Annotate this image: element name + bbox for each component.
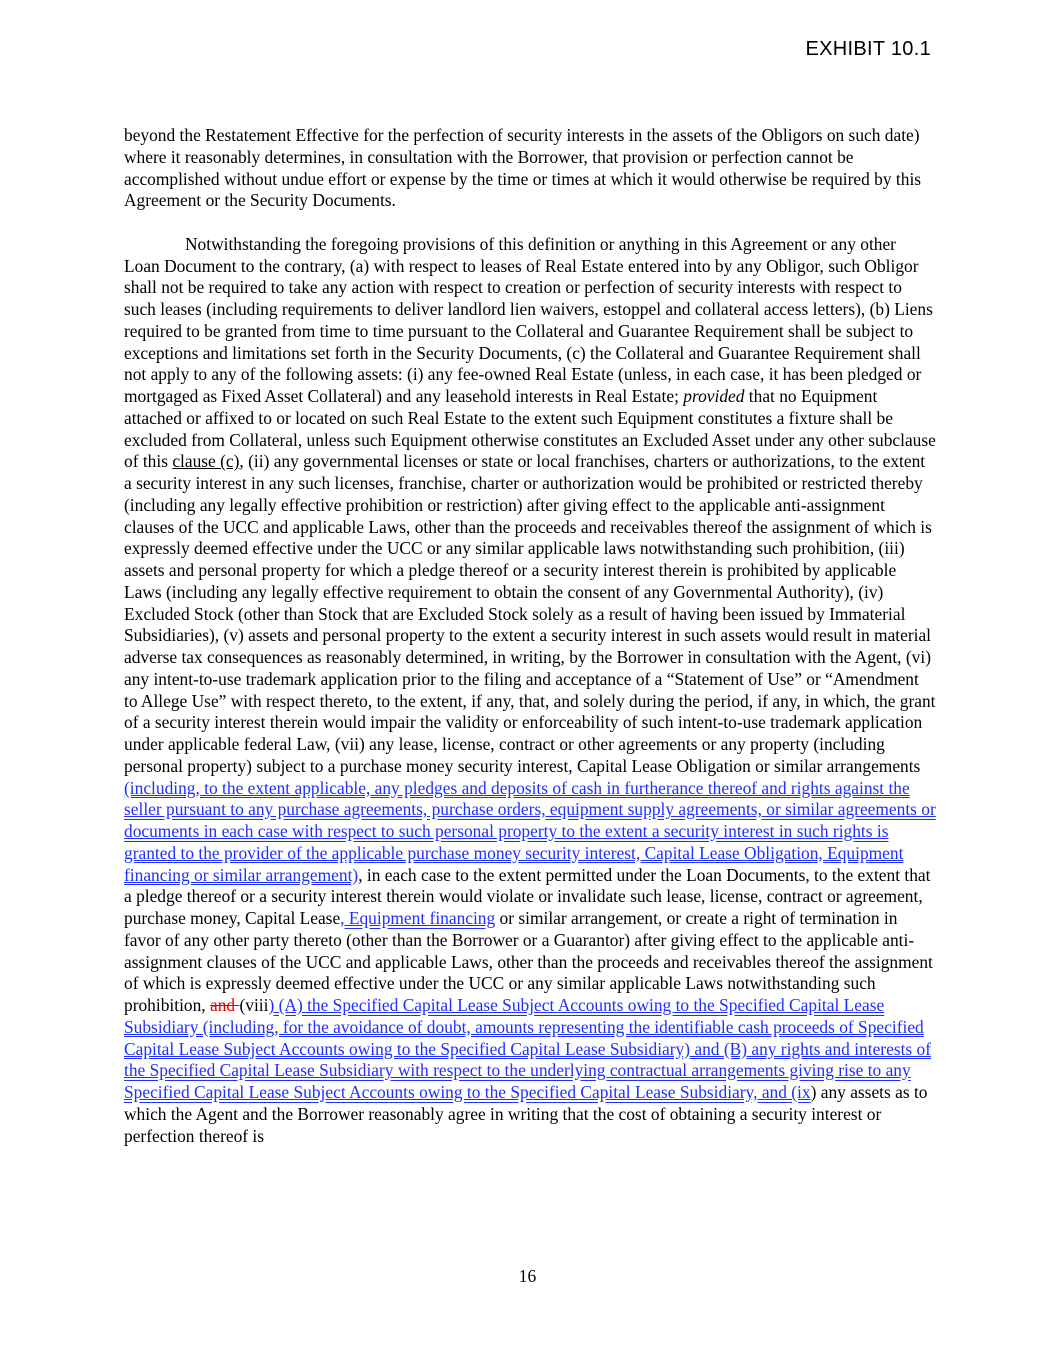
inserted-text: ) (A) the Specified Capital Lease Subject Accounts owing to the Specified Capital Lease Subsidiary (including, for the avoidance of doubt, amounts representing the identifiable cash proceeds of Specified Capital Lease Subject Accounts owing to the Specified Capital Lease Subsidiary) and (B) any rights and interests of the Specified Capital Lease Subsidiary with respect to the underlying contractual arrangements giving rise to any Specified Capital Lease Subject Accounts owing to the Specified Capital Lease Subsidiary, and (ix — [124, 995, 932, 1102]
text-segment: (viii — [239, 995, 269, 1015]
deleted-text: and — [210, 995, 240, 1015]
text-segment: that no Equipment attached or affixed to or located on such Real Estate to the extent such Equipment constitutes a fixture shall be excluded from Collateral, unless such Equipment otherwise constitutes an Excluded Asset under any other subclause of this — [124, 386, 936, 472]
page-number: 16 — [518, 1266, 537, 1286]
italic-provided: provided — [683, 386, 745, 406]
inserted-text: , Equipment financing — [340, 908, 496, 928]
inserted-text: (including, to the extent applicable, any pledges and deposits of cash in furtherance thereof and rights against the seller pursuant to any purchase agreements, purchase orders, equipment supply agreements, or similar agreements or documents in each case with respect to such personal property to the extent a security interest in such rights is granted to the provider of the applicable purchase money security interest, Capital Lease Obligation, Equipment financing or similar arrangement) — [124, 777, 936, 885]
document-body — [124, 125, 936, 1147]
clause-c-reference: clause (c) — [172, 451, 240, 472]
paragraph-notwithstanding — [124, 234, 936, 1148]
exhibit-label: EXHIBIT 10.1 — [805, 38, 931, 60]
text-segment: or similar arrangement, or create a right of termination in favor of any other party thereto (other than the Borrower or a Guarantor) after giving effect to the applicable anti-assignment clauses of the UCC and applicable Laws, other than the proceeds and receivables thereof the assignment of which is expressly deemed effective under the UCC or any similar applicable Laws notwithstanding such prohibition, — [124, 908, 933, 1015]
text-segment: , in each case to the extent permitted under the Loan Documents, to the extent that a pledge thereof or a security interest therein would violate or invalidate such lease, license, contract or agreement, purchase money, Capital Lease — [124, 864, 931, 928]
text-segment: Notwithstanding the foregoing provisions of this definition or anything in this Agreement or any other Loan Document to the contrary, (a) with respect to leases of Real Estate entered into by any Obligor, such Obligor shall not be required to take any action with respect to creation or perfection of security interests with respect to such leases (including requirements to deliver landlord lien waivers, estoppel and collateral access letters), (b) Liens required to be granted from time to time pursuant to the Collateral and Guarantee Requirement shall be subject to exceptions and limitations set forth in the Security Documents, (c) the Collateral and Guarantee Requirement shall not apply to any of the following assets: (i) any fee-owned Real Estate (unless, in each case, it has been pledged or mortgaged as Fixed Asset Collateral) and any leasehold interests in Real Estate; — [124, 233, 933, 406]
text-segment: ) any assets as to which the Agent and the Borrower reasonably agree in writing that the cost of obtaining a security interest or perfection thereof is — [124, 1082, 928, 1146]
paragraph-continuation: beyond the Restatement Effective for the perfection of security interests in the assets of the Obligors on such date) where it reasonably determines, in consultation with the Borrower, that provision or perfection cannot be accomplished without undue effort or expense by the time or times at which it would otherwise be required by this Agreement or the Security Documents. — [124, 125, 922, 211]
text-segment: , (ii) any governmental licenses or state or local franchises, charters or authorizations, to the extent a security interest in any such licenses, franchise, charter or authorization would be prohibited or restricted thereby (including any legally effective prohibition or restriction) after giving effect to the applicable anti-assignment clauses of the UCC and applicable Laws, other than the proceeds and receivables thereof the assignment of which is expressly deemed effective under the UCC or any similar applicable laws notwithstanding such prohibition, (iii) assets and personal property for which a pledge thereof or a security interest therein is prohibited by applicable Laws (including any legally effective requirement to obtain the consent of any Governmental Authority), (iv) Excluded Stock (other than Stock that are Excluded Stock solely as a result of having been issued by Immaterial Subsidiaries), (v) assets and personal property to the extent a security interest in such assets would result in material adverse tax consequences as reasonably determined, in writing, by the Borrower in consultation with the Agent, (vi) any intent-to-use trademark application prior to the filing and acceptance of a “Statement of Use” or “Amendment to Allege Use” with respect thereto, to the extent, if any, that, and solely during the period, if any, in which, the grant of a security interest therein would impair the validity or enforceability of such intent-to-use trademark application under applicable federal Law, (vii) any lease, license, contract or other agreements or any property (including personal property) subject to a purchase money security interest, Capital Lease Obligation or similar arrangements — [124, 451, 936, 776]
